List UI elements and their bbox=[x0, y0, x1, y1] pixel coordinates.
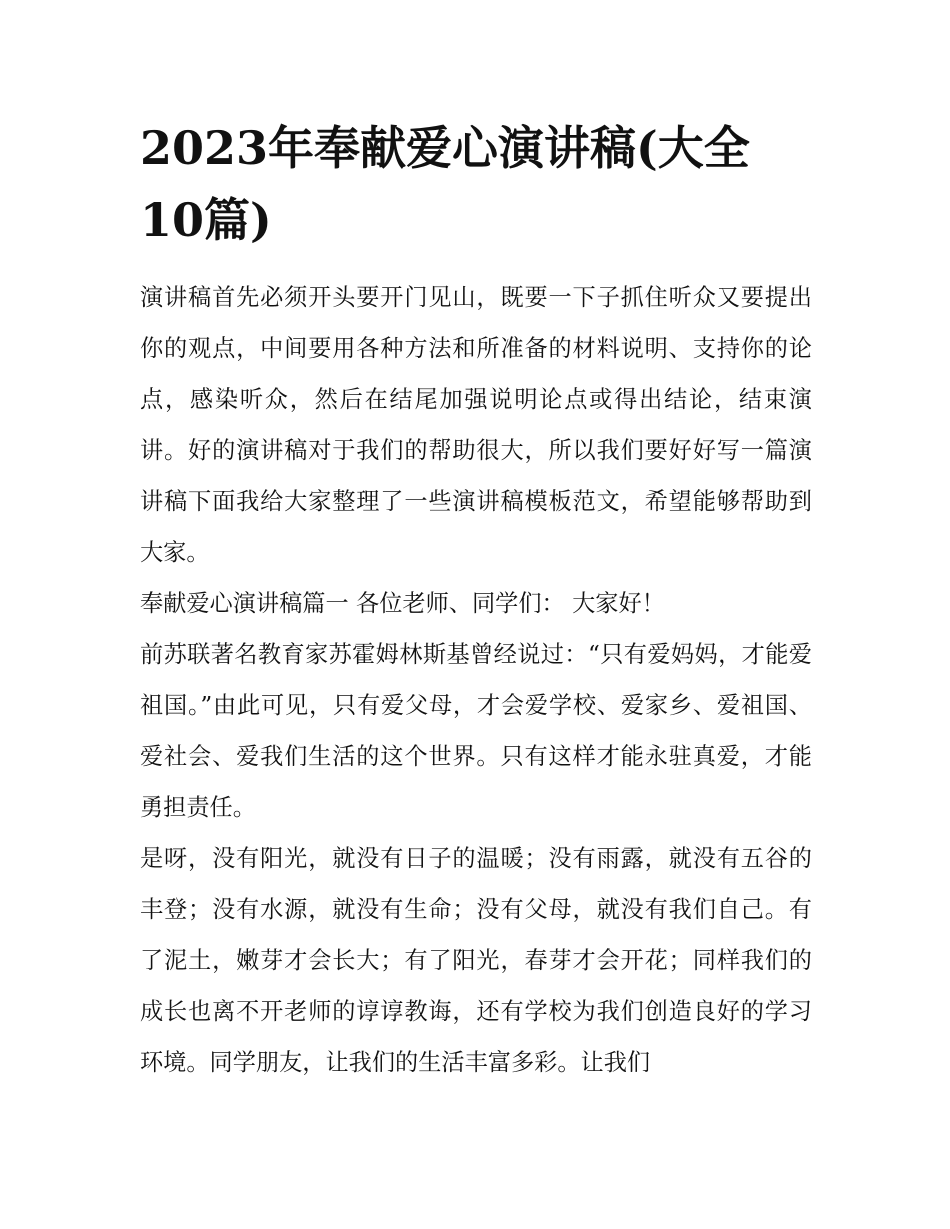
document-title: 2023年奉献爱心演讲稿(大全10篇) bbox=[140, 121, 750, 247]
document-page bbox=[140, 112, 812, 1088]
paragraph-intro: 演讲稿首先必须开头要开门见山，既要一下子抓住听众又要提出你的观点，中间要用各种方法和所准备的材料说明、支持你的论点，感染听众，然后在结尾加强说明论点或得出结论，结束演讲。好的演讲稿对于我们的帮助很大，所以我们要好好写一篇演讲稿下面我给大家整理了一些演讲稿模板范文，希望能够帮助到大家。 bbox=[140, 284, 812, 566]
paragraph-quote: 前苏联著名教育家苏霍姆林斯基曾经说过：“只有爱妈妈，才能爱祖国。”由此可见，只有爱父母，才会爱学校、爱家乡、爱祖国、爱社会、爱我们生活的这个世界。只有这样才能永驻真爱，才能勇担责任。 bbox=[140, 641, 812, 821]
paragraph-body: 是呀，没有阳光，就没有日子的温暖；没有雨露，就没有五谷的丰登；没有水源，就没有生命；没有父母，就没有我们自己。有了泥土，嫩芽才会长大；有了阳光，春芽才会开花；同样我们的成长也离不开老师的谆谆教诲，还有学校为我们创造良好的学习环境。同学朋友，让我们的生活丰富多彩。让我们 bbox=[140, 845, 812, 1076]
paragraph-section-heading: 奉献爱心演讲稿篇一 各位老师、同学们： 大家好！ bbox=[140, 590, 665, 617]
